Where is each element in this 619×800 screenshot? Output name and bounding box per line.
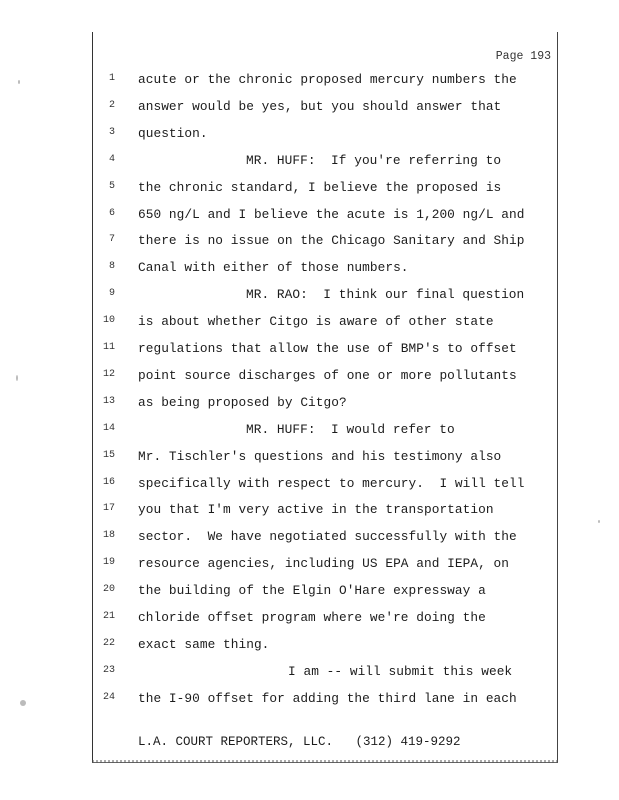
transcript-line xyxy=(93,99,557,119)
transcript-line xyxy=(93,72,557,92)
transcript-line xyxy=(93,287,557,307)
line-text: the I-90 offset for adding the third lane in each xyxy=(138,690,517,706)
line-text: Mr. Tischler's questions and his testimony also xyxy=(138,448,502,464)
transcript-line xyxy=(93,502,557,522)
transcript-line xyxy=(93,583,557,603)
line-number: 18 xyxy=(102,530,115,542)
line-number: 10 xyxy=(102,315,115,327)
scan-speck xyxy=(18,80,20,84)
line-text: I am -- will submit this week xyxy=(288,663,513,679)
line-text: specifically with respect to mercury. I will tell xyxy=(138,475,525,491)
scan-speck xyxy=(16,375,18,381)
line-number: 22 xyxy=(102,637,115,649)
line-number: 24 xyxy=(102,691,115,703)
line-text: answer would be yes, but you should answer that xyxy=(138,98,502,114)
line-text: there is no issue on the Chicago Sanitary and Ship xyxy=(138,233,525,249)
scan-speck xyxy=(20,700,26,706)
line-text: sector. We have negotiated successfully with the xyxy=(138,529,517,545)
line-text: point source discharges of one or more pollutants xyxy=(138,367,517,383)
line-text: exact same thing. xyxy=(138,636,270,652)
page-number: Page 193 xyxy=(495,50,551,63)
transcript-line xyxy=(93,422,557,442)
line-number: 20 xyxy=(102,584,115,596)
line-text: 650 ng/L and I believe the acute is 1,200 ng/L and xyxy=(138,206,525,222)
line-number: 4 xyxy=(108,153,115,165)
transcript-line xyxy=(93,556,557,576)
line-text: the chronic standard, I believe the proposed is xyxy=(138,179,502,195)
transcript-line xyxy=(93,637,557,657)
transcript-line xyxy=(93,233,557,253)
transcript-line xyxy=(93,126,557,146)
scan-speck xyxy=(598,520,600,523)
line-text: acute or the chronic proposed mercury numbers the xyxy=(138,72,517,87)
transcript-line xyxy=(93,368,557,388)
line-text: chloride offset program where we're doing the xyxy=(138,610,486,625)
line-number: 15 xyxy=(102,449,115,461)
line-text: the building of the Elgin O'Hare expressway a xyxy=(138,583,486,599)
line-number: 6 xyxy=(108,207,115,219)
line-text: resource agencies, including US EPA and IEPA, on xyxy=(138,556,510,572)
line-text: as being proposed by Citgo? xyxy=(138,394,347,410)
line-text: MR. RAO: I think our final question xyxy=(246,287,525,303)
transcript-line xyxy=(93,610,557,630)
line-number: 7 xyxy=(108,234,115,246)
transcript-line xyxy=(93,341,557,361)
line-text: is about whether Citgo is aware of other state xyxy=(138,314,494,330)
line-number: 14 xyxy=(102,422,115,434)
footer-reporter: L.A. COURT REPORTERS, LLC. (312) 419-9292 xyxy=(138,735,461,749)
line-number: 9 xyxy=(108,288,115,300)
transcript-line xyxy=(93,664,557,684)
transcript-line xyxy=(93,207,557,227)
line-text: Canal with either of those numbers. xyxy=(138,260,409,276)
transcript-line xyxy=(93,260,557,280)
line-number: 21 xyxy=(102,611,115,622)
transcript-line xyxy=(93,529,557,549)
line-number: 12 xyxy=(102,368,115,380)
line-text: you that I'm very active in the transportation xyxy=(138,502,494,518)
line-text: MR. HUFF: I would refer to xyxy=(246,421,455,437)
transcript-line xyxy=(93,691,557,711)
transcript-line xyxy=(93,449,557,469)
transcript-line xyxy=(93,180,557,200)
line-number: 5 xyxy=(108,180,115,192)
transcript-line xyxy=(93,314,557,334)
line-number: 16 xyxy=(102,476,115,488)
scan-edge xyxy=(92,760,558,763)
transcript-page xyxy=(92,32,558,763)
line-number: 1 xyxy=(108,73,115,84)
line-text: question. xyxy=(138,125,208,141)
transcript-line xyxy=(93,153,557,173)
line-number: 19 xyxy=(102,557,115,569)
transcript-line xyxy=(93,476,557,496)
line-number: 17 xyxy=(102,503,115,515)
line-number: 13 xyxy=(102,395,115,407)
line-number: 3 xyxy=(108,126,115,138)
line-number: 2 xyxy=(108,99,115,111)
line-number: 8 xyxy=(108,261,115,273)
line-number: 23 xyxy=(102,664,115,676)
transcript-line xyxy=(93,395,557,415)
line-number: 11 xyxy=(102,342,115,353)
line-text: MR. HUFF: If you're referring to xyxy=(246,152,502,168)
line-text: regulations that allow the use of BMP's to offset xyxy=(138,341,517,356)
